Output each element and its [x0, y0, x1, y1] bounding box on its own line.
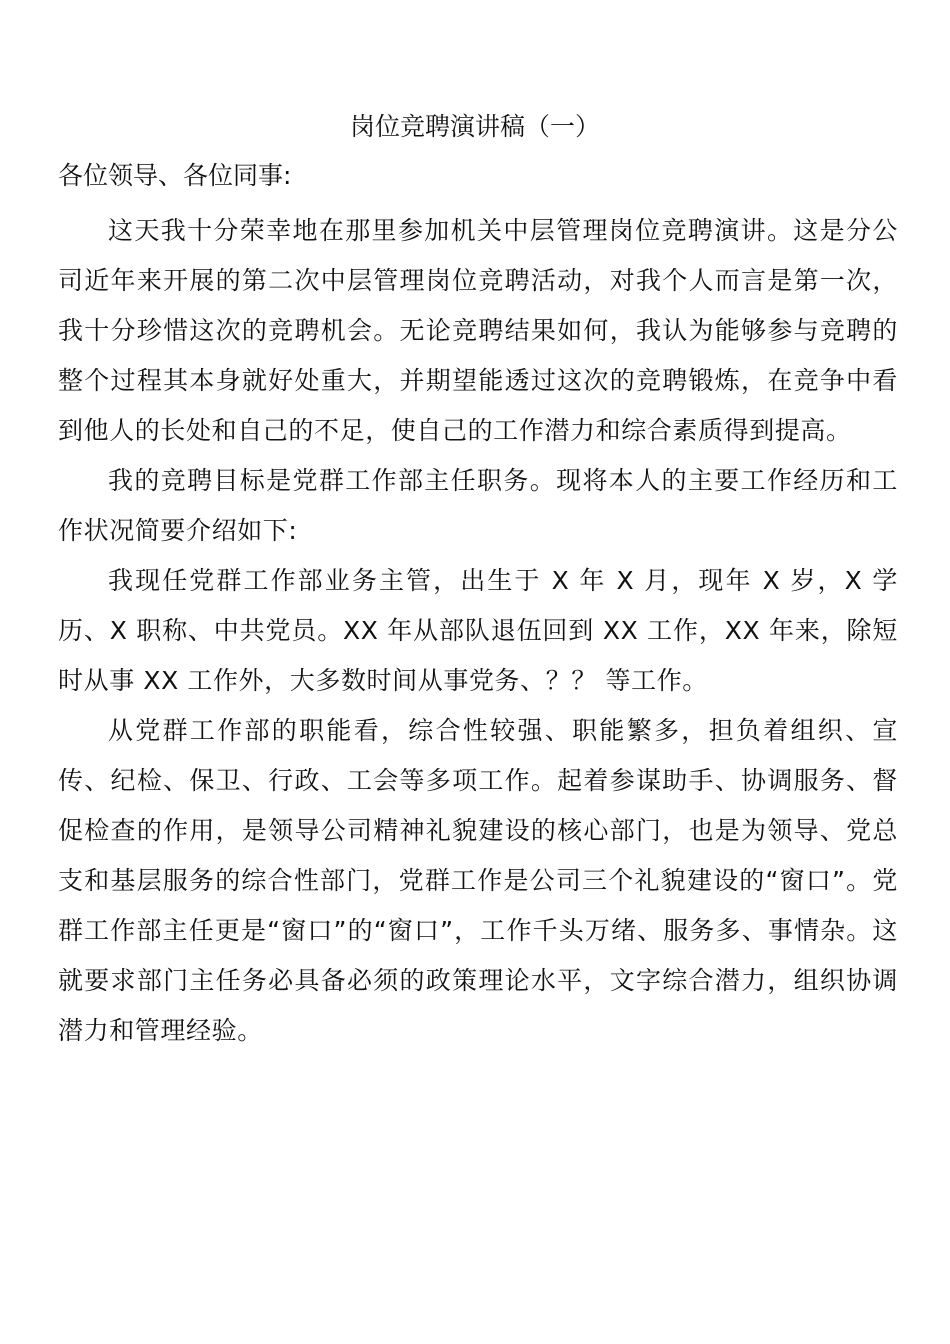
- document-title: 岗位竞聘演讲稿（一）: [349, 112, 600, 141]
- paragraph-4: 从党群工作部的职能看，综合性较强、职能繁多，担负着组织、宣传、纪检、保卫、行政、工会等多项工作。起着参谋助手、协调服务、督促检查的作用，是领导公司精神礼貌建设的核心部门，也是为领导、党总支和基层服务的综合性部门，党群工作是公司三个礼貌建设的“窗口”。党群工作部主任更是“窗口”的“窗口”，工作千头万绪、服务多、事情杂。这就要求部门主任务必具备必须的政策理论水平，文字综合潜力，组织协调潜力和管理经验。: [58, 716, 898, 1045]
- paragraph-3: 我现任党群工作部业务主管，出生于 X 年 X 月，现年 X 岁，X 学历、X 职称、中共党员。XX 年从部队退伍回到 XX 工作，XX 年来，除短时从事 XX 工作外，大多数时间从事党务、？？ 等工作。: [58, 566, 898, 695]
- paragraph-1: 这天我十分荣幸地在那里参加机关中层管理岗位竞聘演讲。这是分公司近年来开展的第二次中层管理岗位竞聘活动，对我个人而言是第一次，我十分珍惜这次的竞聘机会。无论竞聘结果如何，我认为能够参与竞聘的整个过程其本身就好处重大，并期望能透过这次的竞聘锻炼，在竞争中看到他人的长处和自己的不足，使自己的工作潜力和综合素质得到提高。: [58, 216, 898, 445]
- document-body: [58, 206, 898, 1056]
- paragraph-2: 我的竞聘目标是党群工作部主任职务。现将本人的主要工作经历和工作状况简要介绍如下:: [58, 466, 898, 545]
- salutation: 各位领导、各位同事:: [58, 161, 292, 190]
